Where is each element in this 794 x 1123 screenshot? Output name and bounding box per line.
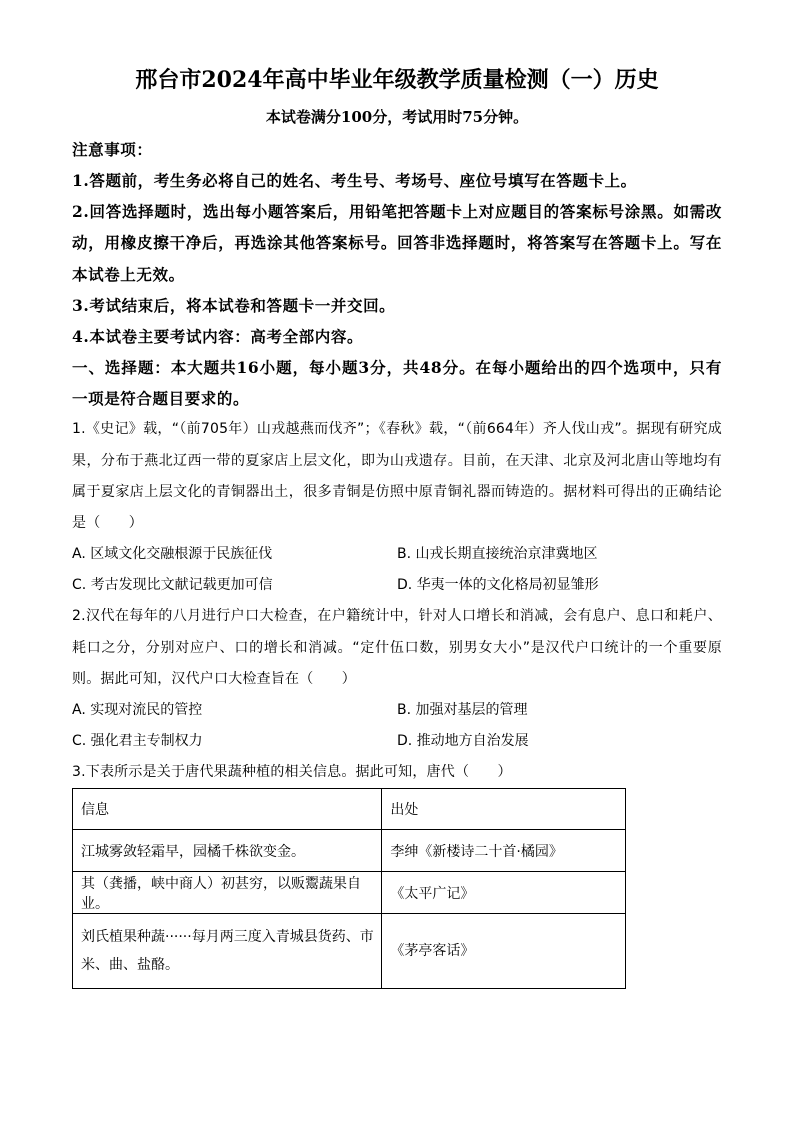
note-item: 2.回答选择题时，选出每小题答案后，用铅笔把答题卡上对应题目的答案标号涂黑。如需改动，用橡皮擦干净后，再选涂其他答案标号。回答非选择题时，将答案写在答题卡上。写在本试卷上无效。 (72, 202, 722, 284)
table-row (73, 872, 626, 914)
table-header-row (73, 789, 626, 830)
note-item: 1.答题前，考生务必将自己的姓名、考生号、考场号、座位号填写在答题卡上。 (72, 171, 637, 191)
table-header-source: 出处 (382, 789, 626, 830)
table-header-info: 信息 (73, 789, 382, 830)
question-stem: 3.下表所示是关于唐代果蔬种植的相关信息。据此可知，唐代（ ） (72, 764, 512, 781)
table-cell-info: 刘氏植果种蔬······每月两三度入青城县货药、市米、曲、盐酪。 (73, 914, 382, 989)
table-row (73, 914, 626, 989)
exam-content (72, 134, 722, 989)
notes-heading: 注意事项： (72, 140, 153, 159)
question-stem: 1.《史记》载，“（前705年）山戎越燕而伐齐”；《春秋》载，“（前664年）齐人伐山戎”。据现有研究成果，分布于燕北辽西一带的夏家店上层文化，即为山戎遗存。目前，在天津、北京及河北唐山等地均有属于夏家店上层文化的青铜器出土，很多青铜是仿照中原青铜礼器而铸造的。据材料可得出的正确结论是（ ） (72, 421, 722, 531)
question-1 (72, 414, 722, 601)
option-d: D. 推动地方自治发展 (397, 732, 529, 749)
table-cell-source: 《太平广记》 (382, 872, 626, 914)
section-heading: 一、选择题：本大题共16小题，每小题3分，共48分。在每小题给出的四个选项中，只有一项是符合题目要求的。 (72, 358, 722, 409)
question-3 (72, 757, 722, 989)
note-item: 3.考试结束后，将本试卷和答题卡一并交回。 (72, 295, 396, 315)
question-options (72, 695, 722, 757)
exam-title: 邢台市2024年高中毕业年级教学质量检测（一）历史 (135, 67, 659, 93)
question-stem: 2.汉代在每年的八月进行户口大检查，在户籍统计中，针对人口增长和消减，会有息户、息口和耗户、耗口之分，分别对应户、口的增长和消减。“定什伍口数，别男女大小”是汉代户口统计的一个重要原则。据此可知，汉代户口大检查旨在（ ） (72, 608, 722, 687)
option-b: B. 加强对基层的管理 (397, 701, 528, 718)
option-a: A. 区域文化交融根源于民族征伐 (72, 546, 273, 563)
question-options (72, 539, 722, 601)
note-item: 4.本试卷主要考试内容：高考全部内容。 (72, 326, 364, 346)
table-cell-source: 《茅亭客话》 (382, 914, 626, 989)
question-2 (72, 601, 722, 757)
option-c: C. 考古发现比文献记载更加可信 (72, 577, 273, 594)
exam-subtitle: 本试卷满分100分，考试用时75分钟。 (265, 108, 529, 126)
option-b: B. 山戎长期直接统治京津冀地区 (397, 546, 598, 563)
info-table (72, 788, 626, 989)
option-d: D. 华夷一体的文化格局初显雏形 (397, 577, 599, 594)
table-cell-info: 其（龚播，峡中商人）初甚穷，以贩鬻蔬果自业。 (73, 872, 382, 914)
option-a: A. 实现对流民的管控 (72, 701, 203, 718)
table-cell-source: 李绅《新楼诗二十首·橘园》 (382, 830, 626, 872)
table-cell-info: 江城雾敛轻霜早，园橘千株欲变金。 (73, 830, 382, 872)
option-c: C. 强化君主专制权力 (72, 732, 203, 749)
table-row (73, 830, 626, 872)
